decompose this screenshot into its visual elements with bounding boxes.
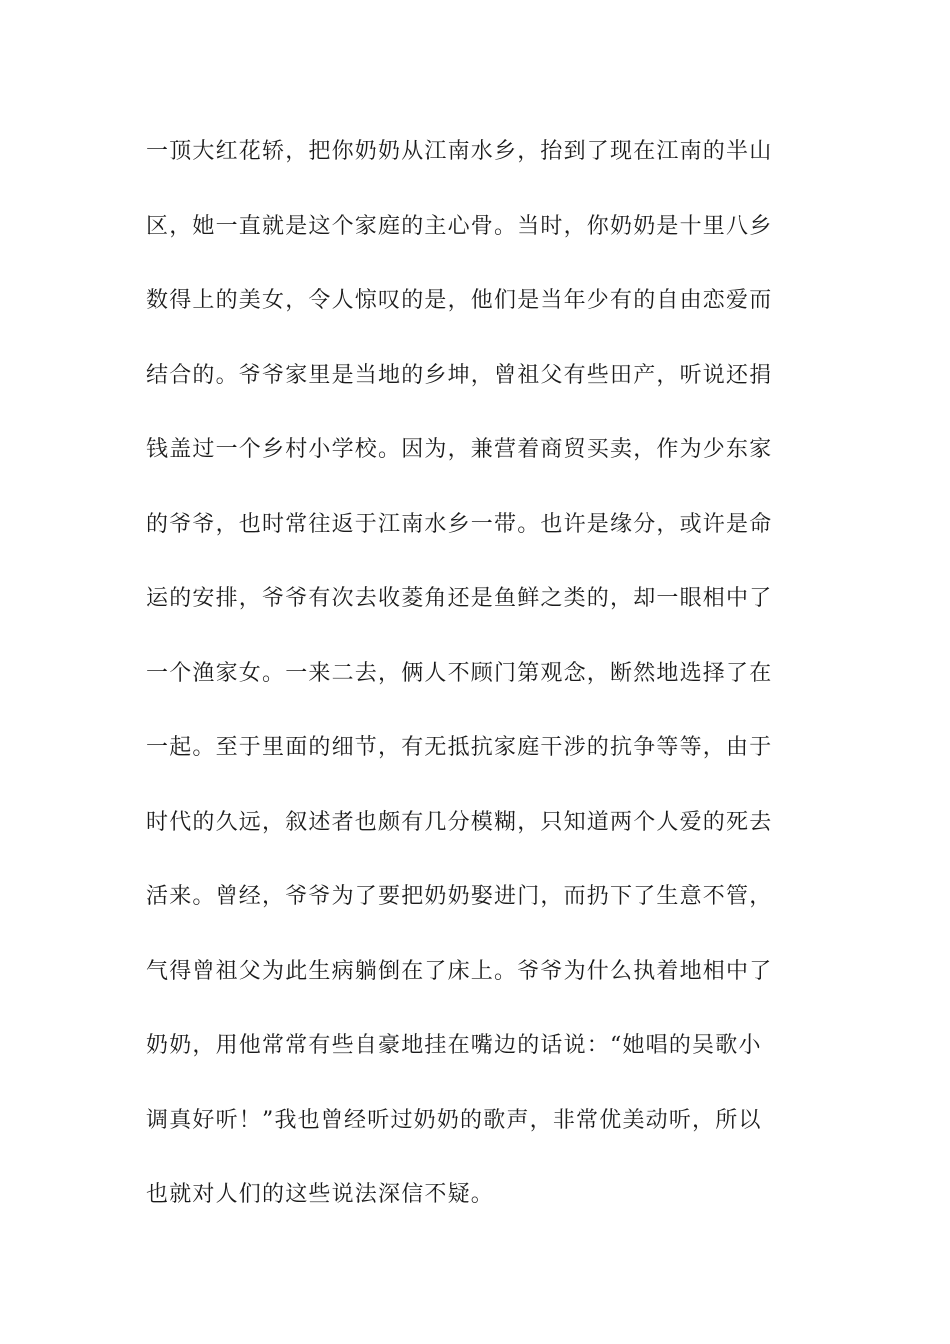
text-line-14: 调真好听！”我也曾经听过奶奶的歌声，非常优美动听，所以 (146, 1107, 762, 1133)
text-line-1: 一顶大红花轿，把你奶奶从江南水乡，抬到了现在江南的半山 (146, 139, 773, 164)
text-line-12: 气得曾祖父为此生病躺倒在了床上。爷爷为什么执着地相中了 (146, 958, 773, 984)
text-line-5: 钱盖过一个乡村小学校。因为，兼营着商贸买卖，作为少东家 (146, 437, 773, 462)
text-line-13: 奶奶，用他常常有些自豪地挂在嘴边的话说：“她唱的吴歌小 (146, 1033, 762, 1058)
text-line-10: 时代的久远，叙述者也颇有几分模糊，只知道两个人爱的死去 (146, 809, 773, 835)
body-text (146, 128, 806, 1246)
text-line-7: 运的安排，爷爷有次去收菱角还是鱼鲜之类的，却一眼相中了 (146, 586, 773, 611)
text-line-9: 一起。至于里面的细节，有无抵抗家庭干涉的抗争等等，由于 (146, 735, 773, 760)
text-line-3: 数得上的美女，令人惊叹的是，他们是当年少有的自由恋爱而 (146, 288, 773, 313)
text-line-11: 活来。曾经，爷爷为了要把奶奶娶进门，而扔下了生意不管， (146, 884, 773, 909)
text-line-4: 结合的。爷爷家里是当地的乡坤，曾祖父有些田产，听说还捐 (146, 362, 773, 388)
text-line-15: 也就对人们的这些说法深信不疑。 (146, 1182, 495, 1207)
text-line-8: 一个渔家女。一来二去，俩人不顾门第观念，断然地选择了在 (146, 660, 773, 686)
text-line-6: 的爷爷，也时常往返于江南水乡一带。也许是缘分，或许是命 (146, 511, 773, 537)
text-line-2: 区，她一直就是这个家庭的主心骨。当时，你奶奶是十里八乡 (146, 213, 773, 239)
